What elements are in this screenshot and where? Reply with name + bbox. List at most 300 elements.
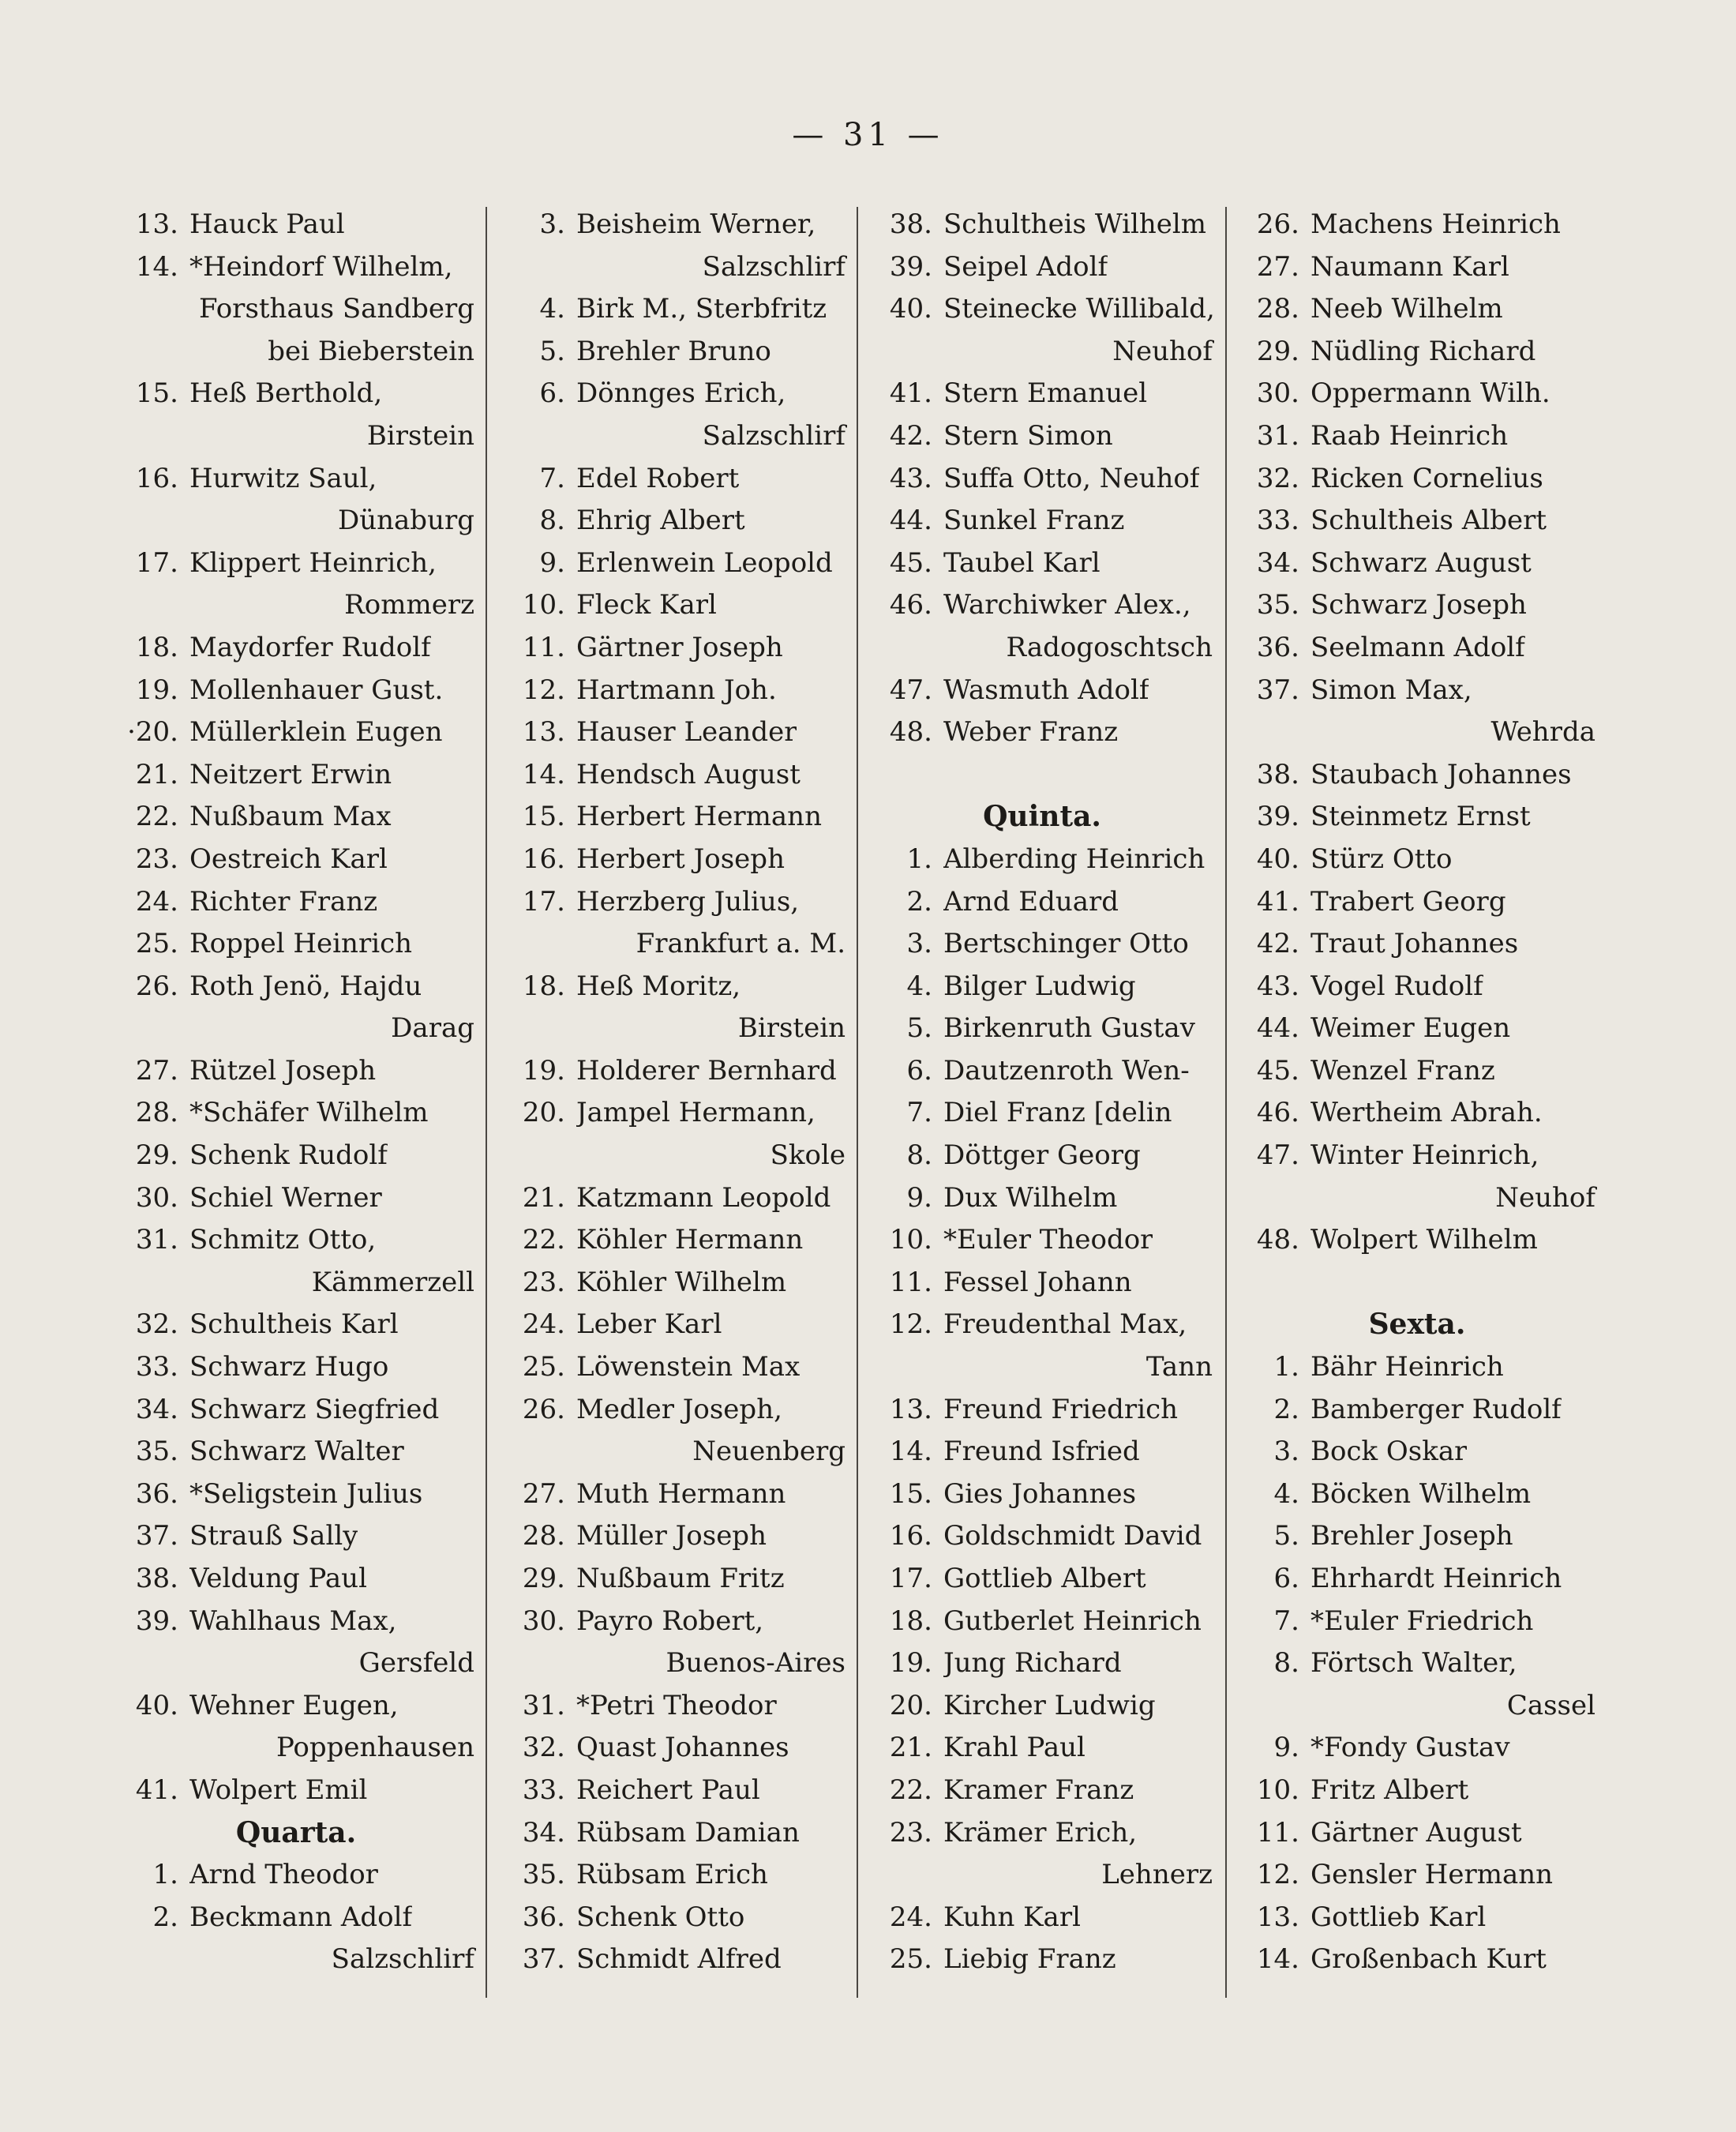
entry-number: 9. xyxy=(539,546,565,579)
entry-number: 1. xyxy=(906,843,932,875)
entry-number: 28. xyxy=(1256,293,1299,325)
list-item xyxy=(114,542,478,585)
list-item xyxy=(868,542,1216,585)
entry-number: 25. xyxy=(889,1943,932,1976)
entry-number: 11. xyxy=(889,1266,932,1298)
entry-number: 26. xyxy=(522,1393,565,1425)
entry-name: Weber Franz xyxy=(943,716,1119,749)
entry-number: 46. xyxy=(889,589,932,621)
list-item xyxy=(501,1050,849,1093)
entry-name: Steinecke Willibald, xyxy=(943,293,1215,325)
list-item xyxy=(868,1304,1216,1346)
list-item xyxy=(868,1770,1216,1812)
entry-name: Steinmetz Ernst xyxy=(1310,801,1531,833)
entry-name: Jampel Hermann, xyxy=(576,1097,816,1129)
list-item xyxy=(1235,1770,1599,1812)
list-item xyxy=(1235,1346,1599,1389)
list-item xyxy=(501,373,849,415)
entry-number: 25. xyxy=(522,1351,565,1383)
entry-name: Seelmann Adolf xyxy=(1310,631,1525,663)
list-item xyxy=(501,288,849,331)
blank-line xyxy=(868,754,1216,797)
column-divider xyxy=(486,207,487,1998)
entry-number: 34. xyxy=(1256,546,1299,579)
section-heading: Quarta. xyxy=(235,1815,357,1849)
entry-number: 24. xyxy=(889,1901,932,1933)
entry-name: Köhler Hermann xyxy=(576,1224,804,1256)
entry-number: 44. xyxy=(889,505,932,537)
list-item xyxy=(501,1727,849,1770)
entry-name: Oestreich Karl xyxy=(189,843,388,875)
entry-name: Schenk Rudolf xyxy=(189,1139,388,1172)
list-item xyxy=(868,204,1216,246)
entry-name: Schenk Otto xyxy=(576,1901,745,1933)
entry-number: 48. xyxy=(1256,1224,1299,1256)
list-item xyxy=(114,1601,478,1643)
list-item xyxy=(1235,542,1599,585)
entry-name: Stern Simon xyxy=(943,419,1113,452)
entry-number: 13. xyxy=(135,208,178,240)
entry-number: 32. xyxy=(135,1308,178,1341)
entry-name: Döttger Georg xyxy=(943,1139,1141,1172)
entry-name: Edel Robert xyxy=(576,462,740,494)
entry-number: 30. xyxy=(1256,377,1299,410)
list-item xyxy=(501,966,849,1008)
entry-number: 13. xyxy=(522,716,565,749)
list-item xyxy=(868,246,1216,289)
entry-continuation: Birstein xyxy=(737,1012,846,1045)
list-item xyxy=(501,1219,849,1262)
list-item xyxy=(114,1473,478,1516)
entry-name: Erlenwein Leopold xyxy=(576,546,833,579)
entry-name: Bamberger Rudolf xyxy=(1310,1393,1562,1425)
entry-number: 34. xyxy=(135,1393,178,1425)
list-item xyxy=(1235,1854,1599,1897)
list-item xyxy=(868,1642,1216,1685)
entry-name: Hauser Leander xyxy=(576,716,797,749)
entry-name: Maydorfer Rudolf xyxy=(189,631,431,663)
entry-name: Dux Wilhelm xyxy=(943,1181,1118,1214)
entry-name: Wahlhaus Max, xyxy=(189,1605,397,1637)
entry-name: Herzberg Julius, xyxy=(576,885,800,918)
entry-name: Medler Joseph, xyxy=(576,1393,782,1425)
entry-name: Bilger Ludwig xyxy=(943,970,1136,1002)
entry-number: 19. xyxy=(889,1647,932,1680)
entry-name: Fessel Johann xyxy=(943,1266,1132,1298)
entry-name: Simon Max, xyxy=(1310,674,1472,706)
list-item xyxy=(114,711,478,754)
list-item xyxy=(501,627,849,670)
entry-number: 28. xyxy=(135,1097,178,1129)
list-item xyxy=(501,1601,849,1643)
entry-number: 7. xyxy=(906,1097,932,1129)
entry-name: Arnd Theodor xyxy=(189,1859,378,1891)
entry-name: Seipel Adolf xyxy=(943,250,1108,283)
entry-name: Winter Heinrich, xyxy=(1310,1139,1539,1172)
list-item xyxy=(501,1262,849,1304)
entry-name: Dönnges Erich, xyxy=(576,377,786,410)
entry-number: 30. xyxy=(135,1181,178,1214)
entry-name: Gottlieb Albert xyxy=(943,1563,1146,1594)
list-item xyxy=(114,1685,478,1728)
entry-name: Freund Friedrich xyxy=(943,1393,1179,1425)
entry-number: 13. xyxy=(889,1393,932,1425)
entry-number: 14. xyxy=(1256,1943,1299,1976)
entry-number: 34. xyxy=(522,1816,565,1849)
entry-number: 26. xyxy=(135,970,178,1002)
list-item xyxy=(868,1897,1216,1939)
list-item xyxy=(868,415,1216,458)
entry-continuation: Kämmerzell xyxy=(311,1266,474,1298)
entry-continuation: Neuenberg xyxy=(692,1436,846,1468)
entry-name: Bock Oskar xyxy=(1310,1436,1468,1468)
list-item xyxy=(114,1431,478,1473)
list-item xyxy=(501,1812,849,1855)
entry-number: 42. xyxy=(1256,928,1299,960)
list-item xyxy=(501,711,849,754)
entry-name: Böcken Wilhelm xyxy=(1310,1477,1532,1510)
list-item xyxy=(1235,1135,1599,1177)
entry-number: 12. xyxy=(889,1308,932,1341)
entry-number: 44. xyxy=(1256,1012,1299,1045)
list-item xyxy=(868,1515,1216,1558)
list-item xyxy=(868,1601,1216,1643)
entry-number: 11. xyxy=(522,631,565,663)
entry-number: 3. xyxy=(539,208,565,240)
list-item xyxy=(1235,923,1599,966)
entry-name: Birk M., Sterbfritz xyxy=(576,293,827,325)
entry-name: Schwarz Walter xyxy=(189,1436,404,1468)
entry-name: Gottlieb Karl xyxy=(1310,1901,1487,1933)
entry-number: 32. xyxy=(522,1732,565,1764)
entry-name: Fleck Karl xyxy=(576,589,717,621)
entry-name: Ricken Cornelius xyxy=(1310,462,1543,494)
list-item xyxy=(114,1092,478,1135)
list-item xyxy=(868,288,1216,331)
entry-number: 7. xyxy=(539,462,565,494)
entry-name: Schultheis Wilhelm xyxy=(943,208,1207,240)
entry-name: Fritz Albert xyxy=(1310,1774,1469,1806)
list-item xyxy=(501,1346,849,1389)
list-item xyxy=(1235,1897,1599,1939)
list-item xyxy=(1235,627,1599,670)
entry-number: 29. xyxy=(135,1139,178,1172)
entry-number: 15. xyxy=(522,801,565,833)
list-item xyxy=(501,1770,849,1812)
entry-number: 33. xyxy=(1256,505,1299,537)
list-item xyxy=(868,1812,1216,1855)
entry-name: Rützel Joseph xyxy=(189,1054,377,1087)
list-item xyxy=(1235,1515,1599,1558)
entry-continuation: Neuhof xyxy=(1495,1181,1595,1214)
entry-name: Trabert Georg xyxy=(1310,885,1506,918)
list-item xyxy=(1235,1050,1599,1093)
list-item xyxy=(1235,1812,1599,1855)
list-item xyxy=(868,711,1216,754)
list-item xyxy=(501,1685,849,1728)
list-item xyxy=(114,796,478,839)
entry-number: ·20. xyxy=(127,716,178,749)
list-item xyxy=(114,1346,478,1389)
entry-name: Naumann Karl xyxy=(1310,250,1509,283)
list-item xyxy=(501,1854,849,1897)
entry-name: Schultheis Albert xyxy=(1310,505,1547,537)
entry-number: 10. xyxy=(1256,1774,1299,1806)
list-item xyxy=(868,458,1216,501)
list-item xyxy=(1235,500,1599,542)
list-item xyxy=(114,204,478,246)
list-item xyxy=(501,542,849,585)
entry-number: 35. xyxy=(1256,589,1299,621)
entry-name: Schmidt Alfred xyxy=(576,1943,782,1976)
entry-number: 22. xyxy=(889,1774,932,1806)
entry-number: 39. xyxy=(889,250,932,283)
list-item xyxy=(114,1135,478,1177)
entry-name: Arnd Eduard xyxy=(943,885,1119,918)
list-item xyxy=(868,670,1216,712)
entry-name: Wehner Eugen, xyxy=(189,1689,399,1721)
list-item xyxy=(501,1897,849,1939)
entry-name: Freudenthal Max, xyxy=(943,1308,1187,1341)
list-item xyxy=(114,1389,478,1432)
entry-name: Hauck Paul xyxy=(189,208,345,240)
entry-name: Taubel Karl xyxy=(943,546,1100,579)
entry-name: *Euler Friedrich xyxy=(1310,1605,1534,1637)
entry-number: 36. xyxy=(1256,631,1299,663)
entry-number: 43. xyxy=(1256,970,1299,1002)
list-item xyxy=(501,1304,849,1346)
entry-number: 4. xyxy=(1273,1477,1299,1510)
entry-name: Traut Johannes xyxy=(1310,928,1519,960)
entry-continuation: Forsthaus Sandberg xyxy=(198,293,474,325)
entry-continuation: Gersfeld xyxy=(358,1647,474,1680)
entry-name: Jung Richard xyxy=(943,1647,1122,1680)
entry-number: 9. xyxy=(906,1181,932,1214)
entry-number: 3. xyxy=(1273,1436,1299,1468)
entry-name: Strauß Sally xyxy=(189,1520,358,1552)
entry-number: 30. xyxy=(522,1605,565,1637)
entry-number: 11. xyxy=(1256,1816,1299,1849)
entry-continuation: Lehnerz xyxy=(1101,1859,1213,1891)
list-item xyxy=(1235,373,1599,415)
list-item xyxy=(114,627,478,670)
list-item xyxy=(1235,966,1599,1008)
list-item xyxy=(868,1262,1216,1304)
entry-number: 28. xyxy=(522,1520,565,1552)
entry-number: 9. xyxy=(1273,1732,1299,1764)
entry-continuation: Frankfurt a. M. xyxy=(636,928,846,960)
entry-name: Gies Johannes xyxy=(943,1477,1137,1510)
entry-number: 35. xyxy=(135,1436,178,1468)
page-number: — 31 — xyxy=(792,117,944,153)
list-item xyxy=(868,1939,1216,1981)
list-item xyxy=(868,1389,1216,1432)
list-item xyxy=(114,1219,478,1262)
entry-name: Großenbach Kurt xyxy=(1310,1943,1547,1976)
entry-name: Müllerklein Eugen xyxy=(189,716,443,749)
entry-number: 38. xyxy=(1256,758,1299,790)
entry-number: 39. xyxy=(1256,801,1299,833)
entry-continuation: Wehrda xyxy=(1490,716,1595,749)
entry-name: Kramer Franz xyxy=(943,1774,1134,1806)
list-item xyxy=(501,1092,849,1135)
entry-number: 40. xyxy=(889,293,932,325)
list-item xyxy=(868,839,1216,881)
entry-number: 12. xyxy=(1256,1859,1299,1891)
entry-number: 23. xyxy=(522,1266,565,1298)
entry-number: 40. xyxy=(135,1689,178,1721)
list-item xyxy=(1235,1219,1599,1262)
list-item xyxy=(868,1050,1216,1093)
entry-number: 18. xyxy=(522,970,565,1002)
entry-name: Birkenruth Gustav xyxy=(943,1012,1195,1045)
entry-name: Sunkel Franz xyxy=(943,505,1125,537)
entry-number: 37. xyxy=(1256,674,1299,706)
entry-number: 46. xyxy=(1256,1097,1299,1129)
entry-number: 23. xyxy=(889,1816,932,1849)
entry-name: Suffa Otto, Neuhof xyxy=(943,462,1200,494)
list-item xyxy=(114,881,478,924)
entry-name: Roth Jenö, Hajdu xyxy=(189,970,422,1002)
entry-number: 31. xyxy=(522,1689,565,1721)
entry-number: 16. xyxy=(889,1520,932,1552)
list-item xyxy=(114,839,478,881)
list-item xyxy=(114,1304,478,1346)
entry-name: Beisheim Werner, xyxy=(576,208,816,240)
list-item xyxy=(501,1515,849,1558)
entry-name: Gärtner Joseph xyxy=(576,631,783,663)
list-item xyxy=(114,670,478,712)
entry-number: 21. xyxy=(522,1181,565,1214)
entry-number: 5. xyxy=(906,1012,932,1045)
list-item xyxy=(1235,796,1599,839)
entry-name: Veldung Paul xyxy=(189,1563,367,1594)
column-1 xyxy=(114,204,478,1996)
entry-number: 13. xyxy=(1256,1901,1299,1933)
entry-number: 38. xyxy=(889,208,932,240)
list-item xyxy=(114,966,478,1008)
entry-number: 22. xyxy=(522,1224,565,1256)
entry-name: Stürz Otto xyxy=(1310,843,1453,875)
entry-name: Vogel Rudolf xyxy=(1310,970,1483,1002)
list-item xyxy=(114,1770,478,1812)
entry-number: 27. xyxy=(1256,250,1299,283)
entry-number: 15. xyxy=(135,377,178,410)
list-item xyxy=(501,754,849,797)
list-item xyxy=(1235,584,1599,627)
entry-number: 33. xyxy=(522,1774,565,1806)
list-item xyxy=(501,500,849,542)
entry-name: Nußbaum Max xyxy=(189,801,392,833)
entry-name: Oppermann Wilh. xyxy=(1310,377,1550,410)
entry-continuation: Buenos-Aires xyxy=(666,1647,846,1680)
entry-continuation: Skole xyxy=(770,1139,846,1172)
column-2 xyxy=(501,204,849,1996)
entry-number: 10. xyxy=(889,1224,932,1256)
list-item xyxy=(114,246,478,289)
entry-number: 21. xyxy=(889,1732,932,1764)
entry-name: Herbert Joseph xyxy=(576,843,785,875)
entry-name: Köhler Wilhelm xyxy=(576,1266,787,1298)
blank-line xyxy=(1235,1262,1599,1304)
entry-number: 1. xyxy=(1273,1351,1299,1383)
list-item xyxy=(114,1050,478,1093)
entry-number: 36. xyxy=(135,1477,178,1510)
entry-number: 43. xyxy=(889,462,932,494)
list-item xyxy=(868,500,1216,542)
list-item xyxy=(114,923,478,966)
entry-continuation: Cassel xyxy=(1506,1689,1595,1721)
entry-name: *Petri Theodor xyxy=(576,1689,777,1721)
entry-number: 7. xyxy=(1273,1605,1299,1637)
entry-name: Staubach Johannes xyxy=(1310,758,1572,790)
list-item xyxy=(868,1177,1216,1220)
list-item xyxy=(1235,1601,1599,1643)
list-item xyxy=(868,1008,1216,1050)
entry-name: Neeb Wilhelm xyxy=(1310,293,1503,325)
list-item xyxy=(114,1897,478,1939)
entry-number: 29. xyxy=(522,1563,565,1594)
list-item xyxy=(1235,1558,1599,1601)
entry-name: Muth Hermann xyxy=(576,1477,786,1510)
entry-number: 6. xyxy=(1273,1563,1299,1594)
list-item xyxy=(1235,1727,1599,1770)
entry-number: 14. xyxy=(522,758,565,790)
list-item xyxy=(114,1558,478,1601)
entry-number: 31. xyxy=(135,1224,178,1256)
entry-name: Alberding Heinrich xyxy=(943,843,1205,875)
entry-number: 21. xyxy=(135,758,178,790)
entry-number: 31. xyxy=(1256,419,1299,452)
list-item xyxy=(501,1939,849,1981)
entry-number: 39. xyxy=(135,1605,178,1637)
list-item xyxy=(114,458,478,501)
list-item xyxy=(1235,670,1599,712)
entry-name: Wenzel Franz xyxy=(1310,1054,1495,1087)
entry-number: 17. xyxy=(135,546,178,579)
entry-number: 35. xyxy=(522,1859,565,1891)
list-item xyxy=(501,881,849,924)
entry-name: Neitzert Erwin xyxy=(189,758,392,790)
entry-number: 47. xyxy=(889,674,932,706)
list-item xyxy=(114,754,478,797)
entry-name: Machens Heinrich xyxy=(1310,208,1561,240)
entry-name: Herbert Hermann xyxy=(576,801,822,833)
entry-continuation: Salzschlirf xyxy=(702,250,846,283)
entry-name: Müller Joseph xyxy=(576,1520,767,1552)
entry-number: 17. xyxy=(889,1563,932,1594)
entry-name: Ehrhardt Heinrich xyxy=(1310,1563,1562,1594)
list-item xyxy=(1235,458,1599,501)
list-item xyxy=(501,331,849,373)
list-item xyxy=(1235,1092,1599,1135)
entry-name: *Schäfer Wilhelm xyxy=(189,1097,429,1129)
list-item xyxy=(1235,1473,1599,1516)
list-item xyxy=(868,1219,1216,1262)
list-item xyxy=(114,1177,478,1220)
section-heading: Sexta. xyxy=(1368,1308,1466,1342)
entry-number: 32. xyxy=(1256,462,1299,494)
entry-number: 18. xyxy=(135,631,178,663)
list-item xyxy=(501,839,849,881)
entry-name: Krämer Erich, xyxy=(943,1816,1138,1849)
entry-name: Schwarz Siegfried xyxy=(189,1393,440,1425)
list-item xyxy=(1235,1008,1599,1050)
entry-name: Förtsch Walter, xyxy=(1310,1647,1517,1680)
list-item xyxy=(1235,839,1599,881)
entry-number: 47. xyxy=(1256,1139,1299,1172)
entry-continuation: Salzschlirf xyxy=(331,1943,474,1976)
